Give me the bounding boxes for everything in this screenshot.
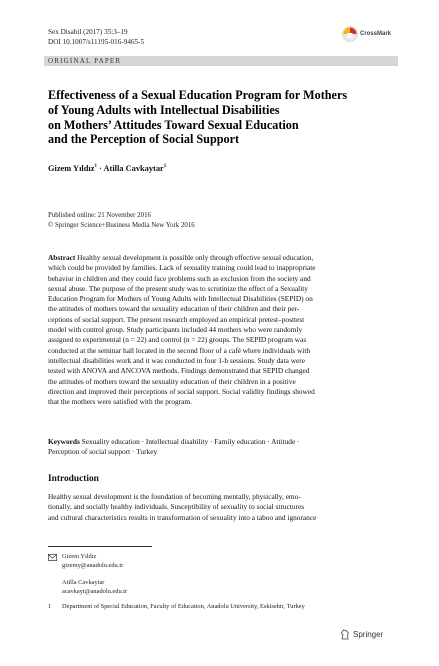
- keywords-line: Keywords Sexuality education · Intellectual disability · Family education · Attitude ·: [48, 437, 300, 446]
- abstract-line: that the mothers were satisfied with the program.: [48, 397, 192, 407]
- springer-horse-icon: [340, 629, 350, 640]
- abstract-line: the attitudes of mothers toward the sexuality education of their children in a positive: [48, 376, 296, 386]
- coauthor-name: Atilla Cavkaytar: [62, 579, 105, 586]
- copyright-notice: © Springer Science+Business Media New York 2016: [48, 221, 195, 229]
- springer-logo: [340, 629, 383, 640]
- abstract-line: which could be provided by families. Lack of sexuality training could lead to inappropriate: [48, 263, 316, 273]
- springer-label: Springer: [353, 630, 384, 639]
- abstract-line: conducted at the seminar hall located in the second floor of a café where individuals with: [48, 345, 311, 355]
- abstract-line: assigned to experimental (n = 22) and control (n = 22) groups. The SEPID program was: [48, 335, 307, 345]
- introduction-body: [48, 492, 392, 523]
- abstract-line: model with control group. Study participants included 44 mothers who were randomly: [48, 325, 303, 335]
- envelope-icon: [48, 554, 57, 565]
- footnote-rule: [48, 546, 152, 547]
- article-type-band: [44, 56, 398, 66]
- author-affil-sup: 1: [94, 164, 97, 170]
- title-line: and the Perception of Social Support: [48, 132, 240, 147]
- corresponding-name: Gizem Yıldız: [62, 553, 97, 560]
- publication-info: [48, 211, 195, 230]
- journal-doi[interactable]: DOI 10.1007/s11195-016-9465-5: [48, 38, 145, 46]
- abstract-line: sexual abuse. The purpose of the present study was to scrutinize the effect of a Sexuality: [48, 283, 308, 293]
- author-affil-sup: 1: [163, 164, 167, 170]
- title-line: of Young Adults with Intellectual Disabilities: [48, 102, 280, 117]
- abstract-line: intellectual disabilities work and it was conducted in four 1-h sessions. Study data were: [48, 355, 305, 365]
- body-line: and cultural characteristics results in transformation of sexuality into a taboo and ignorance: [48, 512, 317, 522]
- keywords-line: Perception of social support · Turkey: [48, 447, 158, 457]
- article-type: ORIGINAL PAPER: [48, 57, 122, 65]
- abstract-line: Education Program for Mothers of Young Adults with Intellectual Disabilities (SEPID) on: [48, 294, 313, 304]
- keywords: [48, 437, 392, 458]
- crossmark-badge[interactable]: [342, 26, 391, 42]
- introduction-heading: Introduction: [48, 474, 99, 484]
- coauthor-email[interactable]: acavkayt@anadolu.edu.tr: [62, 587, 128, 595]
- keywords-label: Keywords: [48, 437, 80, 446]
- author-name[interactable]: Gizem Yıldız: [48, 164, 95, 173]
- coauthor: [62, 579, 127, 596]
- affiliation-number: 1: [48, 603, 52, 610]
- body-line: tionally, and socially healthy individuals. Susceptibility of sexuality to social structures: [48, 502, 305, 512]
- abstract-line: direction and improved their perceptions of social support. Social validity findings showed: [48, 386, 315, 396]
- author-list: [48, 164, 166, 173]
- abstract-line: tested with ANOVA and ANCOVA methods. Findings demonstrated that SEPID changed: [48, 366, 310, 376]
- article-title: [48, 88, 388, 147]
- journal-citation: Sex Disabil (2017) 35:3–19: [48, 28, 128, 36]
- abstract-label: Abstract: [48, 253, 76, 262]
- affiliation: Department of Special Education, Faculty of Education, Anadolu University, Eskisehir, Turkey: [62, 603, 305, 610]
- author-name[interactable]: Atilla Cavkaytar: [103, 164, 164, 173]
- abstract-line: the attitudes of mothers toward the sexuality education of their children and their per-: [48, 304, 300, 314]
- abstract-line: behavior in children and they could face problems such as exclusion from the society and: [48, 273, 311, 283]
- crossmark-label: CrossMark: [360, 31, 392, 37]
- title-line: on Mothers’ Attitudes Toward Sexual Education: [48, 117, 299, 132]
- title-line: Effectiveness of a Sexual Education Program for Mothers: [48, 88, 348, 102]
- corresponding-email[interactable]: gizemy@anadolu.edu.tr: [62, 561, 124, 569]
- corresponding-author: [62, 553, 123, 570]
- author-separator: ·: [99, 164, 102, 173]
- journal-header: [48, 27, 144, 47]
- abstract-line: Abstract Healthy sexual development is possible only through effective sexual education,: [48, 253, 314, 262]
- abstract-line: ceptions of social support. The present research employed an empirical pretest–posttest: [48, 314, 305, 324]
- published-date: Published online: 21 November 2016: [48, 212, 151, 219]
- body-line: Healthy sexual development is the foundation of becoming mentally, physically, emo-: [48, 492, 301, 501]
- crossmark-icon: [342, 26, 358, 42]
- abstract: [48, 253, 392, 407]
